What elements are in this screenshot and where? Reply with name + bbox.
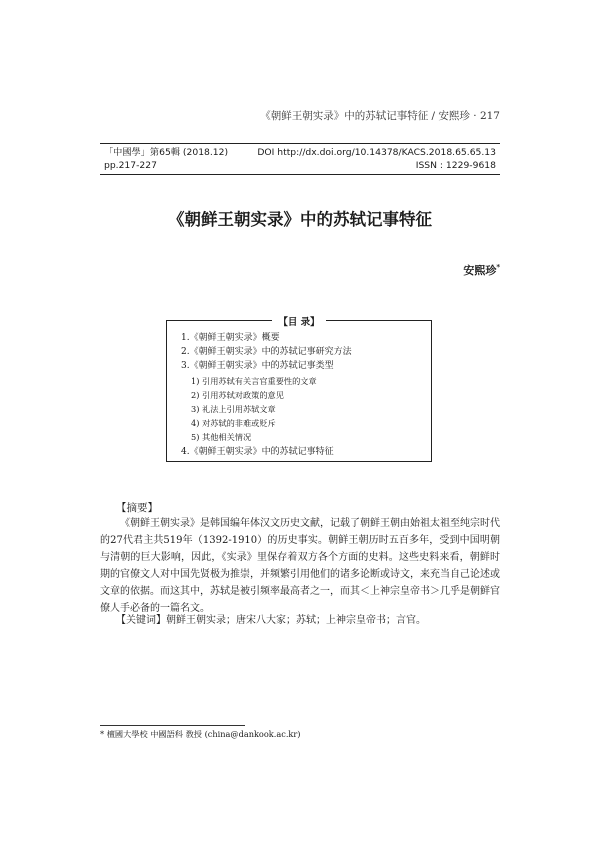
toc-item: 4.《朝鲜王朝实录》中的苏轼记事特征 [181, 446, 334, 457]
author-footnote-mark: * [496, 262, 500, 272]
running-head: 《朝鲜王朝实录》中的苏轼记事特征 / 安熙珍 · 217 [260, 110, 500, 122]
journal-issue: 「中國學」第65輯 (2018.12) [104, 147, 229, 158]
doi-link[interactable]: DOI http://dx.doi.org/10.14378/KACS.2018.65.65.13 [257, 147, 496, 158]
meta-row-top [100, 146, 500, 159]
toc-item: 2.《朝鲜王朝实录》中的苏轼记事研究方法 [181, 347, 352, 358]
toc-subitem: 3) 礼法上引用苏轼文章 [191, 404, 276, 415]
toc-heading: 【目 录】 [272, 317, 325, 328]
toc-item: 1.《朝鲜王朝实录》概要 [181, 333, 280, 343]
toc-title [167, 314, 431, 328]
table-of-contents [166, 317, 432, 462]
issn: ISSN : 1229-9618 [415, 160, 496, 171]
abstract-heading: 【摘要】 [116, 502, 158, 514]
meta-row-bottom [100, 159, 500, 172]
toc-item: 3.《朝鲜王朝实录》中的苏轼记事类型 [181, 361, 334, 372]
toc-subitem: 5) 其他相关情况 [191, 432, 252, 443]
paper-title: 《朝鲜王朝实录》中的苏轼记事特征 [168, 210, 432, 229]
journal-meta-box [100, 143, 500, 175]
toc-subitem: 2) 引用苏轼对政策的意见 [191, 389, 284, 400]
toc-subitem: 1) 引用苏轼有关言官重要性的文章 [191, 375, 317, 386]
footnote-divider [100, 725, 245, 726]
keywords: 【关键词】朝鲜王朝实录；唐宋八大家；苏轼；上神宗皇帝书；言官。 [116, 615, 426, 626]
author [463, 262, 500, 278]
toc-subitem: 4) 对苏轼的非难或贬斥 [191, 418, 276, 429]
abstract-body: 《朝鲜王朝实录》是韩国编年体汉文历史文献，记载了朝鲜王朝由始祖太祖至纯宗时代的27代君主共519年（1392-1910）的历史事实。朝鲜王朝历时五百多年，受到中国明朝与清朝的巨大影响，因此，《实录》里保存着双方各个方面的史料。这些史料来看，朝鲜时期的官僚文人对中国先贤极为推崇，并频繁引用他们的诸多论断或诗文，来充当自己论述或文章的依据。而这其中，苏轼是被引频率最高者之一，而其＜上神宗皇帝书＞几乎是朝鲜官僚人手必备的一篇名文。 [100, 518, 500, 614]
page-range: pp.217-227 [104, 160, 157, 171]
author-name: 安熙珍 [463, 264, 497, 277]
author-footnote: * 檀國大學校 中國語科 敎授 (china@dankook.ac.kr) [100, 729, 301, 739]
